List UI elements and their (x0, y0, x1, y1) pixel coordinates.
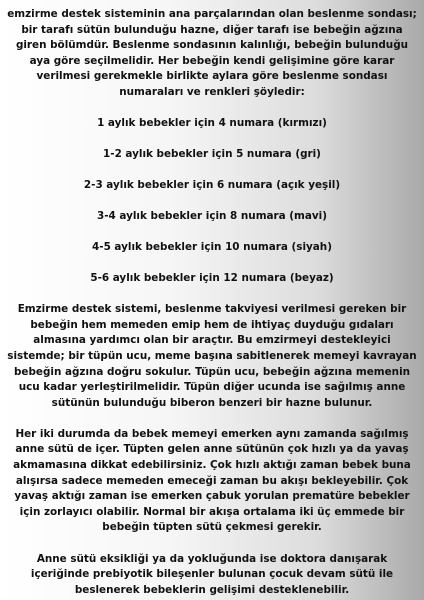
list-item: 2-3 aylık bebekler için 6 numara (açık yeşil) (83, 178, 341, 191)
list-item: 1 aylık bebekler için 4 numara (kırmızı) (97, 116, 327, 129)
list-item: 4-5 aylık bebekler için 10 numara (siyah) (92, 240, 332, 253)
support-system-paragraph: Emzirme destek sistemi, beslenme takviyesi verilmesi gereken bir bebeğin hem memeden emip hem de ihtiyaç duyduğu gıdaları almasına yardımcı olan bir araçtır. Bu emzirmeyi destekleyici sistemde; bir tüpün ucu, meme başına sabitlenerek memeyi kavrayan bebeğin ağzına doğru sokulur. Tüpün ucu, bebeğin ağzına memenin ucu kadar yerleştirilmelidir. Tüpün diğer ucunda ise sağılmış anne sütünün bulunduğu biberon benzeri bir hazne bulunur. (7, 303, 417, 409)
intro-paragraph: emzirme destek sisteminin ana parçalarından olan beslenme sondası; bir tarafı sütün bulunduğu hazne, diğer tarafı ise bebeğin ağzına giren bölümdür. Beslenme sondasının kalınlığı, bebeğin bulunduğu aya göre seçilmelidir. Her bebeğin kendi gelişimine göre karar verilmesi gerekmekle birlikte aylara göre beslenme sondası numaraları ve renkleri şöyledir: (7, 8, 417, 98)
list-item: 5-6 aylık bebekler için 12 numara (beyaz) (90, 272, 334, 285)
list-item: 1-2 aylık bebekler için 5 numara (gri) (103, 147, 321, 160)
list-item: 3-4 aylık bebekler için 8 numara (mavi) (97, 209, 327, 222)
feeding-tube-size-list (6, 116, 418, 287)
milk-flow-paragraph: Her iki durumda da bebek memeyi emerken aynı zamanda sağılmış anne sütü de içer. Tüpten gelen anne sütünün çok hızlı ya da yavaş akmamasına dikkat edebilirsiniz. Çok hızlı aktığı zaman bebek buna alışırsa sadece memeden emeceği zaman bu akışı bekleyebilir. Çok yavaş aktığı zaman ise emerken çabuk yorulan prematüre bebekler için zorlayıcı olabilir. Normal bir akışa ortalama iki üç emmede bir bebeğin tüpten sütü çekmesi gerekir. (13, 427, 411, 534)
milk-shortage-paragraph: Anne sütü eksikliği ya da yokluğunda ise doktora danışarak içeriğinde prebiyotik bileşenler bulunan çocuk devam sütü ile beslenerek bebeklerin gelişimi desteklenebilir. (30, 552, 394, 596)
